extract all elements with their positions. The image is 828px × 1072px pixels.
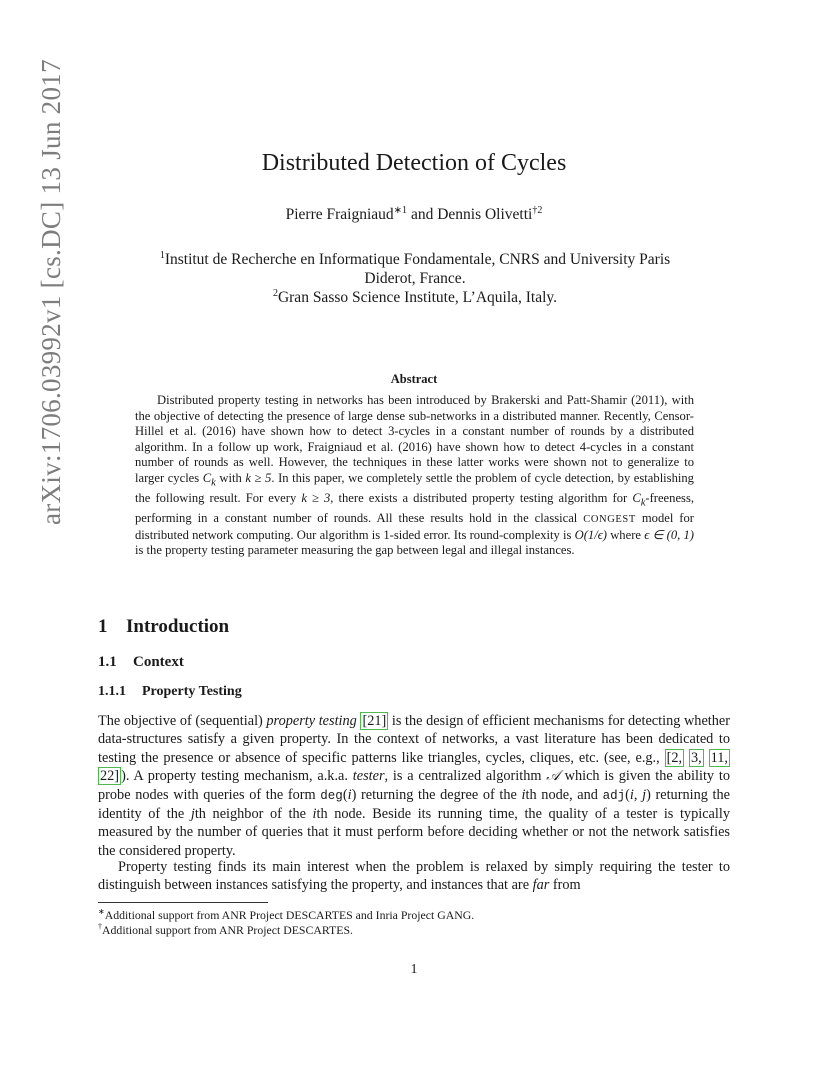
math: ( bbox=[625, 786, 630, 803]
author-list bbox=[0, 206, 828, 224]
math: 𝒜 bbox=[546, 768, 560, 785]
citation-link[interactable]: [21] bbox=[362, 713, 387, 729]
body-paragraph bbox=[98, 858, 730, 895]
footnote bbox=[98, 922, 353, 938]
emphasis: far bbox=[532, 877, 550, 894]
body-text: , is a centralized algorithm bbox=[384, 768, 547, 785]
math: k ≥ 5 bbox=[245, 470, 272, 485]
math-subscript: k bbox=[640, 497, 646, 509]
footnote-text: Additional support from ANR Project DESCARTES. bbox=[102, 923, 353, 937]
emphasis: tester bbox=[352, 768, 385, 785]
author-name: Dennis Olivetti bbox=[437, 206, 533, 223]
section-number: 1.1 bbox=[98, 654, 117, 670]
math-symbol: C bbox=[202, 470, 212, 485]
section-title: Context bbox=[133, 654, 184, 670]
math: ( bbox=[342, 786, 348, 803]
affiliation-1 bbox=[120, 250, 710, 288]
body-paragraph bbox=[98, 712, 730, 860]
body-text: which is given the ability to probe nodes with queries of the form bbox=[98, 768, 730, 803]
emphasis: property testing bbox=[266, 713, 357, 729]
abstract-text: -freeness, performing in a constant number of rounds. All these results hold in the classical bbox=[135, 491, 694, 526]
small-caps-term: CONGEST bbox=[583, 514, 636, 526]
footnote-text: Additional support from ANR Project DESCARTES and Inria Project GANG. bbox=[104, 908, 475, 922]
body-text: th node. Beside its running time, the quality of a tester is typically measured by the number of queries that it must perform before deciding whether or not the network satisfies the considered property. bbox=[98, 806, 730, 859]
math: ϵ ∈ (0, 1) bbox=[644, 527, 694, 542]
abstract-text: , there exists a distributed property testing algorithm for bbox=[330, 491, 633, 506]
math-symbol: C bbox=[632, 491, 641, 506]
arxiv-identifier: arXiv:1706.03992v1 [cs.DC] 13 Jun 2017 bbox=[36, 59, 66, 525]
body-text: The objective of (sequential) bbox=[98, 713, 267, 729]
citation-link[interactable]: [2, bbox=[666, 749, 683, 766]
math bbox=[632, 491, 646, 509]
affiliation-text: Institut de Recherche en Informatique Fondamentale, CNRS and University Paris bbox=[164, 251, 671, 268]
author-mark: ∗1 bbox=[393, 205, 408, 216]
math: j bbox=[190, 806, 195, 823]
abstract-body bbox=[135, 393, 694, 559]
citation-link[interactable]: 22] bbox=[100, 768, 120, 785]
math: k ≥ 3 bbox=[301, 491, 331, 506]
code-term: adj bbox=[602, 788, 626, 803]
body-text: returning the identity of the bbox=[98, 786, 730, 823]
math: O(1/ϵ) bbox=[574, 527, 607, 542]
abstract-text: with bbox=[215, 470, 246, 485]
section-number: 1.1.1 bbox=[98, 684, 126, 699]
body-text: Property testing finds its main interest when the problem is relaxed by simply requiring the tester to distinguish between instances satisfying the property, and instances that are bbox=[98, 859, 730, 894]
math: ) bbox=[646, 786, 651, 803]
affiliation-text: Gran Sasso Science Institute, L’Aquila, Italy. bbox=[277, 289, 558, 306]
page-number: 1 bbox=[410, 962, 418, 977]
math bbox=[202, 470, 216, 489]
math-subscript: k bbox=[211, 477, 216, 489]
citation-link[interactable]: 3, bbox=[691, 749, 702, 766]
affiliation-2 bbox=[120, 288, 710, 307]
abstract-heading: Abstract bbox=[390, 372, 438, 386]
body-text: is the design of efficient mechanisms for detecting whether data-structures satisfy a given property. In the context of networks, a vast literature has been dedicated to testing the presence or absence of specific patterns like triangles, cycles, cliques, etc. (see, e.g., bbox=[98, 713, 731, 766]
footnote-mark: ∗ bbox=[98, 907, 105, 916]
section-title: Property Testing bbox=[142, 684, 242, 699]
author-connector: and bbox=[407, 206, 438, 223]
affiliation-mark: 1 bbox=[159, 250, 165, 261]
math: i bbox=[312, 806, 317, 823]
abstract-text: Distributed property testing in networks has been introduced by Brakerski and Patt-Shamir (2011), with the objective of detecting the presence of large dense sub-networks in a distributed manner. Recently, Censor-Hillel et al. (2016) have shown how to detect 3-cycles in a constant number of rounds by a distributed algorithm. In a follow up work, Fraigniaud et al. (2016) have shown how to detect 4-cycles in a constant number of rounds as well. However, the techniques in these latter works were shown not to generalize to larger cycles bbox=[135, 393, 694, 485]
abstract-text: is the property testing parameter measuring the gap between legal and illegal instances. bbox=[135, 543, 575, 558]
footnote bbox=[98, 907, 474, 923]
code-term: deg bbox=[320, 788, 343, 803]
footnote-rule bbox=[98, 902, 268, 903]
footnote-mark: † bbox=[98, 922, 102, 931]
subsection-heading bbox=[98, 654, 184, 671]
affiliation-text: Diderot, France. bbox=[364, 270, 466, 287]
body-text: th neighbor of the bbox=[194, 806, 313, 823]
body-text: th node, and bbox=[525, 786, 603, 803]
math: i bbox=[521, 786, 526, 803]
math: ) bbox=[351, 786, 357, 803]
body-text: ). A property testing mechanism, a.k.a. bbox=[121, 768, 353, 785]
section-heading bbox=[98, 616, 229, 638]
abstract-text: where bbox=[607, 527, 645, 542]
section-title: Introduction bbox=[126, 616, 230, 637]
math: i, j bbox=[629, 786, 647, 803]
math: i bbox=[347, 786, 352, 803]
section-number: 1 bbox=[98, 616, 108, 637]
paper-title: Distributed Detection of Cycles bbox=[261, 150, 567, 176]
abstract-text: model for distributed network computing. Our algorithm is 1-sided error. Its round-complexity is bbox=[135, 511, 694, 542]
citation-link[interactable]: 11, bbox=[710, 749, 728, 766]
affiliation-mark: 2 bbox=[272, 288, 278, 299]
body-text: from bbox=[549, 877, 581, 894]
abstract-text: . In this paper, we completely settle the problem of cycle detection, by establishing the following result. For every bbox=[135, 470, 694, 506]
author-mark: †2 bbox=[532, 205, 543, 216]
body-text: returning the degree of the bbox=[356, 786, 522, 803]
subsubsection-heading bbox=[98, 684, 242, 700]
author-name: Pierre Fraigniaud bbox=[285, 206, 394, 223]
